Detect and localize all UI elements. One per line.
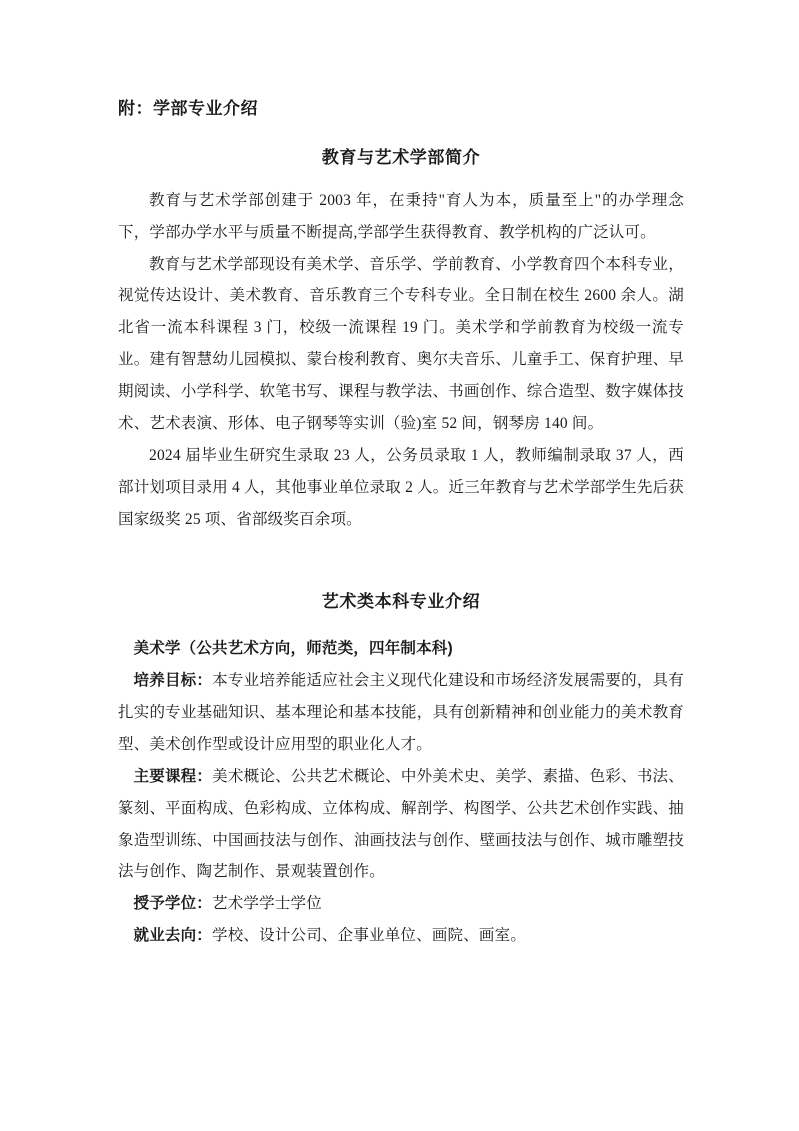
field-value-employment-direction: 学校、设计公司、企事业单位、画院、画室。 <box>212 927 527 945</box>
field-main-courses <box>118 761 684 889</box>
document-body <box>118 96 684 952</box>
paragraph-department-founding: 教育与艺术学部创建于 2003 年，在秉持"育人为本，质量至上"的办学理念下，学部办学水平与质量不断提高,学部学生获得教育、教学机构的广泛认可。 <box>118 191 684 241</box>
field-label-employment-direction: 就业去向： <box>133 927 213 945</box>
field-label-degree-awarded: 授予学位： <box>133 895 213 913</box>
major-name-fine-arts: 美术学（公共艺术方向，师范类，四年制本科) <box>133 640 453 658</box>
paragraph-graduate-outcomes: 2024 届毕业生研究生录取 23 人，公务员录取 1 人，教师编制录取 37 人，西部计划项目录用 4 人，其他事业单位录取 2 人。近三年教育与艺术学部学生先后获国家级奖 25 项、省部级奖百余项。 <box>118 447 685 528</box>
section-title-department-intro: 教育与艺术学部简介 <box>321 147 481 167</box>
field-training-objective <box>118 665 684 761</box>
paragraph-department-majors: 教育与艺术学部现设有美术学、音乐学、学前教育、小学教育四个本科专业，视觉传达设计、美术教育、音乐教育三个专科专业。全日制在校生 2600 余人。湖北省一流本科课程 3 门，校级一流课程 19 门。美术学和学前教育为校级一流专业。建有智慧幼儿园模拟、蒙台梭利教育、奥尔夫音乐、儿童手工、保育护理、早期阅读、小学科学、软笔书写、课程与教学法、书画创作、综合造型、数字媒体技术、艺术表演、形体、电子钢琴等实训（验)室 52 间，钢琴房 140 间。 <box>118 255 684 433</box>
attachment-heading: 附：学部专业介绍 <box>118 99 258 118</box>
section-title-art-majors: 艺术类本科专业介绍 <box>321 591 481 611</box>
field-label-main-courses: 主要课程： <box>133 767 213 785</box>
field-value-degree-awarded: 艺术学学士学位 <box>212 895 322 913</box>
field-degree-awarded <box>118 888 684 920</box>
field-value-training-objective: 本专业培养能适应社会主义现代化建设和市场经济发展需要的，具有扎实的专业基础知识、基本理论和基本技能，具有创新精神和创业能力的美术教育型、美术创作型或设计应用型的职业化人才。 <box>118 671 684 753</box>
field-employment-direction <box>118 920 684 952</box>
field-label-training-objective: 培养目标： <box>133 671 213 689</box>
field-value-main-courses: 美术概论、公共艺术概论、中外美术史、美学、素描、色彩、书法、篆刻、平面构成、色彩构成、立体构成、解剖学、构图学、公共艺术创作实践、抽象造型训练、中国画技法与创作、油画技法与创作、壁画技法与创作、城市雕塑技法与创作、陶艺制作、景观装置创作。 <box>118 767 684 881</box>
